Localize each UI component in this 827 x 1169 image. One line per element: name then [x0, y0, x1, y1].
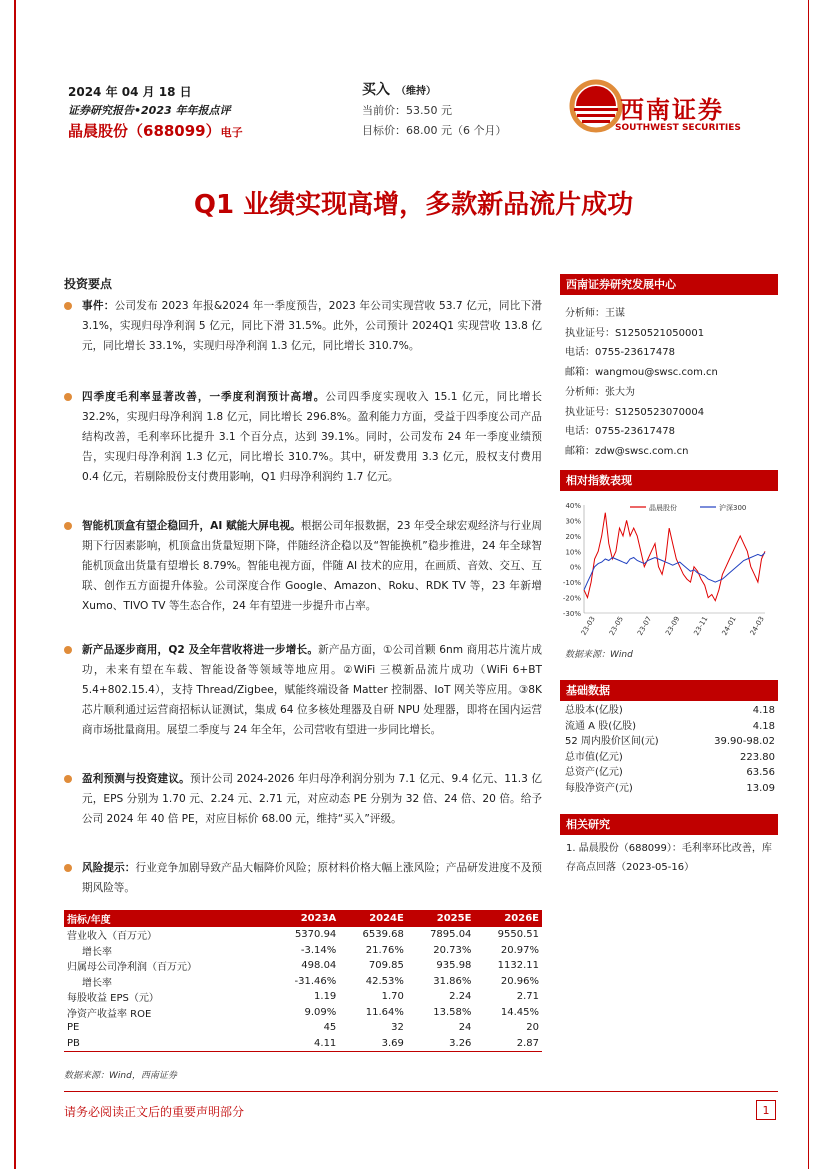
row-value: 11.64%	[365, 1006, 404, 1018]
x-tick-label: 23-11	[692, 615, 710, 637]
invest-point-2	[64, 387, 542, 487]
analyst-email[interactable]: 邮箱：zdw@swsc.com.cn	[565, 445, 689, 457]
analyst-cert: 执业证号：S1250523070004	[565, 406, 705, 418]
point-lead: 智能机顶盒有望企稳回升，AI 赋能大屏电视。	[82, 520, 301, 532]
x-tick-label: 23-03	[579, 615, 597, 637]
point-lead: 盈利预测与投资建议。	[82, 773, 190, 785]
bullet-icon	[64, 302, 72, 310]
x-tick-label: 24-01	[720, 615, 738, 637]
logo-stripe-3	[582, 120, 610, 123]
row-value: 2.87	[474, 1036, 542, 1052]
row-value: 5370.94	[294, 929, 337, 941]
x-tick-label: 23-07	[636, 615, 654, 637]
y-tick-label: 20%	[565, 532, 581, 541]
table-row	[64, 943, 542, 959]
related-research-bar: 相关研究	[560, 814, 778, 835]
report-type: 证券研究报告•2023 年年报点评	[68, 104, 231, 117]
row-value: 2.71	[516, 991, 539, 1003]
financial-forecast-table	[64, 910, 542, 1052]
basic-row	[565, 765, 775, 781]
analyst-1	[565, 304, 718, 382]
analyst-phone: 电话：0755-23617478	[565, 426, 675, 437]
logo-stripe-1	[574, 108, 618, 111]
invest-point-6	[64, 858, 542, 898]
rating	[362, 79, 436, 99]
row-value: 14.45%	[500, 1006, 539, 1018]
target-price: 目标价：68.00 元（6 个月）	[362, 124, 507, 137]
row-value: 21.76%	[365, 944, 404, 956]
row-value: 3.26	[407, 1036, 475, 1052]
basic-value: 4.18	[752, 705, 775, 716]
row-value: 32	[391, 1022, 404, 1034]
row-value: 709.85	[368, 960, 404, 972]
basic-value: 39.90-98.02	[714, 736, 775, 747]
invest-heading: 投资要点	[64, 277, 113, 291]
basic-key: 总资产(亿元)	[565, 767, 623, 778]
table-row	[64, 927, 542, 943]
row-value: 935.98	[436, 960, 472, 972]
analyst-phone: 电话：0755-23617478	[565, 347, 675, 358]
y-tick-label: -20%	[562, 594, 581, 603]
bullet-icon	[64, 393, 72, 401]
point-text: 公司发布 2023 年报&2024 年一季度预告，2023 年公司实现营收 53.7 亿元，同比下滑 3.1%，实现归母净利润 5 亿元，同比下滑 31.5%。此外，公司预计 2024Q1 实现营收 13.8 亿元，同比增长 33.1%，实现归母净利润 1.3 亿元，同比增长 310.7%。	[82, 300, 542, 352]
relative-index-chart	[560, 495, 778, 640]
table-header-cell: 2026E	[474, 910, 542, 927]
row-label: 增长率	[82, 946, 112, 958]
basic-key: 每股净资产(元)	[565, 782, 633, 794]
research-center-bar: 西南证券研究发展中心	[560, 274, 778, 295]
basic-row	[565, 750, 775, 766]
rating-value: 买入	[362, 82, 390, 98]
table-header-cell: 指标/年度	[64, 910, 271, 927]
y-tick-label: 30%	[565, 517, 581, 526]
table-row	[64, 958, 542, 974]
table-header-row	[64, 910, 542, 927]
row-value: 4.11	[271, 1036, 339, 1052]
invest-point-3	[64, 516, 542, 616]
basic-key: 总市值(亿元)	[565, 751, 623, 763]
row-label: 营业收入（百万元）	[67, 931, 157, 943]
x-tick-label: 23-09	[664, 615, 682, 637]
point-text: 新产品方面，①公司首颗 6nm 商用芯片流片成功，未来有望在车载、智能设备等领域等地应用。②WiFi 三模新品流片成功（WiFi 6+BT 5.4+802.15.4），支持 Thread/Zigbee，赋能终端设备 Matter 控制器、IoT 网关等应用。③8K 芯片顺利通过运营商招标认证测试，集成 64 位多核处理器及自研 NPU 处理器，即将在国内运营商市场批量商用。展望二季度与 24 年全年，公司营收有望进一步同比增长。	[82, 644, 542, 736]
bullet-icon	[64, 864, 72, 872]
footer-rule	[64, 1091, 778, 1092]
row-value: 13.58%	[433, 1006, 472, 1018]
point-lead: 事件：	[82, 300, 115, 312]
logo-english: SOUTHWEST SECURITIES	[615, 123, 741, 133]
basic-row	[565, 781, 775, 797]
industry-label: 电子	[220, 126, 243, 139]
row-label: PB	[64, 1036, 271, 1052]
basic-data-bar: 基础数据	[560, 680, 778, 701]
rating-note: （维持）	[396, 86, 436, 97]
row-value: 498.04	[301, 960, 337, 972]
table-row	[64, 974, 542, 990]
row-label: 每股收益 EPS（元）	[67, 993, 159, 1005]
row-value: 31.86%	[433, 975, 472, 987]
current-price: 当前价：53.50 元	[362, 104, 452, 117]
table-row	[64, 1020, 542, 1036]
analyst-email[interactable]: 邮箱：wangmou@swsc.com.cn	[565, 366, 718, 378]
row-value: 1.70	[381, 991, 404, 1003]
report-date: 2024 年 04 月 18 日	[68, 85, 192, 99]
basic-data-list	[565, 703, 775, 796]
row-value: -31.46%	[294, 975, 337, 987]
y-tick-label: 40%	[565, 502, 581, 510]
row-value: 1132.11	[497, 960, 539, 972]
basic-value: 13.09	[746, 782, 775, 794]
invest-point-5	[64, 769, 542, 829]
point-text: 公司四季度实现收入 15.1 亿元，同比增长 32.2%，实现归母净利润 1.8 亿元，同比增长 296.8%。盈利能力方面，受益于四季度公司产品结构改善，毛利率环比提升 3.1 个百分点，达到 39.1%。同时，公司发布 24 年一季度业绩预告，实现归母净利润 1.3 亿元，同比增长 310.7%。其中，研发费用 3.3 亿元，股权支付费用 0.4 亿元，若剔除股份支付费用影响，Q1 归母净利润约 1.7 亿元。	[82, 391, 543, 483]
table-row	[64, 989, 542, 1005]
point-text: 行业竞争加剧导致产品大幅降价风险；原材料价格大幅上涨风险；产品研发进度不及预期风险等。	[82, 862, 543, 894]
analyst-cert: 执业证号：S1250521050001	[565, 327, 705, 339]
footer-disclaimer: 请务必阅读正文后的重要声明部分	[64, 1105, 245, 1119]
basic-value: 223.80	[740, 751, 775, 763]
analyst-2	[565, 383, 704, 461]
row-value: 7895.04	[430, 929, 472, 941]
company-ticker: 晶晨股份（688099）	[68, 122, 221, 140]
legend-label-2: 沪深300	[719, 504, 747, 512]
row-value: 9.09%	[304, 1006, 337, 1018]
table-source: 数据来源：Wind，西南证券	[64, 1071, 177, 1081]
left-margin-rule	[14, 0, 16, 1169]
row-value: 45	[323, 1022, 337, 1034]
row-label: 归属母公司净利润（百万元）	[67, 962, 197, 974]
row-label: 增长率	[82, 977, 112, 989]
basic-row	[565, 703, 775, 719]
bullet-icon	[64, 775, 72, 783]
bullet-icon	[64, 646, 72, 654]
x-tick-label: 24-03	[748, 615, 766, 637]
row-value: 20	[526, 1022, 539, 1034]
row-value: 20.96%	[500, 975, 539, 987]
y-tick-label: 10%	[565, 548, 581, 557]
related-research-item[interactable]: 1. 晶晨股份（688099）：毛利率环比改善，库存高点回落（2023-05-16）	[566, 843, 772, 873]
relative-chart-bar: 相对指数表现	[560, 470, 778, 491]
y-tick-label: -10%	[562, 579, 581, 588]
company-name	[68, 120, 243, 141]
row-value: 24	[458, 1022, 472, 1034]
row-value: 1.19	[314, 991, 337, 1003]
row-value: 20.73%	[433, 944, 472, 956]
x-tick-label: 23-05	[607, 615, 625, 637]
invest-point-4	[64, 640, 542, 740]
analyst-name: 分析师：王谋	[565, 308, 625, 319]
point-text: 预计公司 2024-2026 年归母净利润分别为 7.1 亿元、9.4 亿元、11.3 亿元，EPS 分别为 1.70 元、2.24 元、2.71 元，对应动态 PE 分别为 32 倍、24 倍、20 倍。给予公司 2024 年 40 倍 PE，对应目标价 68.00 元，维持“买入”评级。	[82, 773, 543, 825]
right-margin-rule	[808, 0, 809, 1169]
logo-name: 西南证券	[620, 96, 724, 124]
basic-value: 4.18	[752, 720, 775, 732]
row-label: 净资产收益率 ROE	[67, 1008, 152, 1020]
point-text: 根据公司年报数据，23 年受全球宏观经济与行业周期下行因素影响，机顶盒出货量短期下降，伴随经济企稳以及“智能换机”稳步推进，24 年全球智能机顶盒出货量有望增长 8.79%。智能电视方面，伴随 AI 技术的应用，在画质、音效、交互、互联、创作五方面提升体验。公司深度合作 Google、Amazon、Roku、RDK TV 等，23 年新增 Xumo、TIVO TV 等生态合作，24 年有望进一步提升市占率。	[82, 520, 542, 612]
point-lead: 新产品逐步商用，Q2 及全年营收将进一步增长。	[82, 644, 319, 656]
series-line-2	[584, 553, 765, 590]
row-value: 9550.51	[497, 929, 539, 941]
logo-stripe-2	[577, 114, 615, 117]
report-title: Q1 业绩实现高增，多款新品流片成功	[193, 190, 634, 220]
row-value: 42.53%	[365, 975, 404, 987]
table-header-cell: 2024E	[339, 910, 407, 927]
row-value: 20.97%	[500, 944, 539, 956]
y-tick-label: 0%	[569, 563, 581, 572]
analyst-name: 分析师：张大为	[565, 387, 635, 398]
y-tick-label: -30%	[562, 610, 581, 618]
row-label: PE	[67, 1022, 80, 1034]
table-header-cell: 2025E	[407, 910, 475, 927]
invest-point-1	[64, 296, 542, 356]
row-value: 3.69	[339, 1036, 407, 1052]
point-lead: 四季度毛利率显著改善，一季度利润预计高增。	[82, 391, 326, 403]
bullet-icon	[64, 522, 72, 530]
basic-value: 63.56	[746, 767, 775, 778]
table-header-cell: 2023A	[271, 910, 339, 927]
row-value: -3.14%	[300, 944, 337, 956]
table-row	[64, 1036, 542, 1052]
row-value: 2.24	[449, 991, 472, 1003]
page-number: 1	[756, 1100, 776, 1120]
series-line-1	[584, 513, 765, 601]
basic-key: 总股本(亿股)	[565, 705, 623, 716]
basic-row	[565, 719, 775, 735]
point-lead: 风险提示：	[82, 862, 136, 874]
basic-key: 52 周内股价区间(元)	[565, 736, 659, 747]
table-row	[64, 1005, 542, 1021]
legend-label-1: 晶晨股份	[649, 504, 677, 512]
row-value: 6539.68	[362, 929, 404, 941]
chart-source: 数据来源：Wind	[565, 650, 633, 660]
basic-key: 流通 A 股(亿股)	[565, 720, 637, 732]
basic-row	[565, 734, 775, 750]
